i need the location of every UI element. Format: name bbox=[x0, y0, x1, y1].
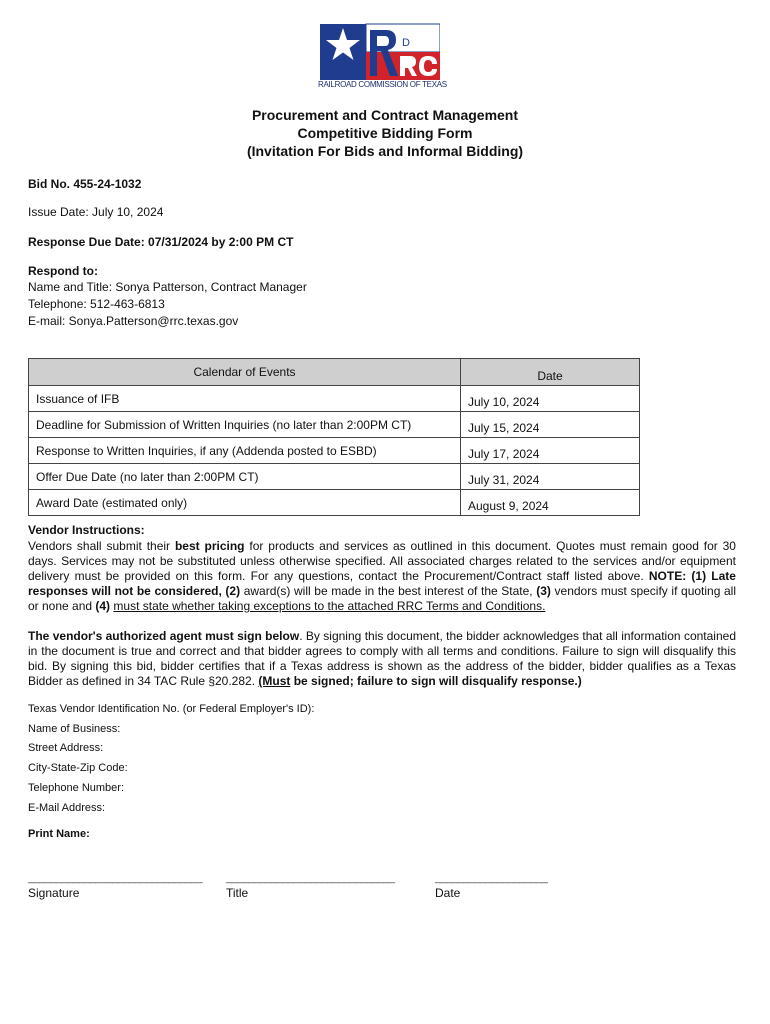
agent-body: . By signing this document, the bidder acknowledges that all information contained in the document is true and correct and that bidder agrees to comply with all terms and conditions. Failure to sign will disqualify this bid. By signing this bid, bidder certifies that if a Texas address is shown as the address of the bidder, bidder qualifies as a Texas Bidder as defined in 34 TAC Rule §20.282. bbox=[28, 629, 736, 688]
date-cell: July 17, 2024 bbox=[461, 438, 640, 464]
title-line-3: (Invitation For Bids and Informal Bidding) bbox=[246, 143, 524, 159]
event-cell: Award Date (estimated only) bbox=[29, 490, 461, 516]
vi-note-text-1: award(s) will be made in the best interest of the State, bbox=[240, 584, 537, 598]
calendar-of-events-table bbox=[28, 358, 640, 516]
table-row bbox=[29, 412, 640, 438]
authorized-agent-paragraph bbox=[28, 629, 736, 689]
issue-date: Issue Date: July 10, 2024 bbox=[28, 205, 164, 219]
telephone-number-label: Telephone Number: bbox=[28, 782, 125, 794]
signature-line: _______________________________ bbox=[28, 872, 203, 884]
bid-number: Bid No. 455-24-1032 bbox=[28, 177, 142, 191]
table-row bbox=[29, 386, 640, 412]
vi-best-pricing: best pricing bbox=[174, 539, 245, 553]
city-state-zip-label: City-State-Zip Code: bbox=[28, 762, 128, 774]
agent-lead: The vendor's authorized agent must sign below bbox=[28, 629, 300, 643]
email-address-label: E-Mail Address: bbox=[28, 802, 106, 814]
print-name-label: Print Name: bbox=[28, 828, 90, 840]
agent-tail: be signed; failure to sign will disqualify response.) bbox=[290, 674, 582, 688]
response-due-date: Response Due Date: 07/31/2024 by 2:00 PM CT bbox=[28, 235, 294, 249]
table-header-row bbox=[29, 359, 640, 386]
vendor-instructions-heading: Vendor Instructions: bbox=[28, 523, 145, 537]
title-line: ______________________________ bbox=[226, 872, 395, 884]
col-header-event: Calendar of Events bbox=[29, 359, 461, 386]
vi-note-exceptions: must state whether taking exceptions to the attached RRC Terms and Conditions. bbox=[113, 599, 546, 613]
date-cell: July 10, 2024 bbox=[461, 386, 640, 412]
date-cell: July 31, 2024 bbox=[461, 464, 640, 490]
table-row bbox=[29, 438, 640, 464]
title-line-1: Procurement and Contract Management bbox=[251, 107, 519, 123]
date-cell: August 9, 2024 bbox=[461, 490, 640, 516]
vi-note-3: (3) bbox=[536, 584, 551, 598]
event-cell: Response to Written Inquiries, if any (Addenda posted to ESBD) bbox=[29, 438, 461, 464]
business-name-label: Name of Business: bbox=[28, 723, 121, 735]
contact-name-title: Name and Title: Sonya Patterson, Contract Manager bbox=[28, 280, 307, 294]
logo-letter-d: D bbox=[402, 37, 410, 49]
vi-text-1: Vendors shall submit their bbox=[28, 539, 175, 553]
signature-label: Signature bbox=[28, 886, 80, 900]
contact-telephone: Telephone: 512-463-6813 bbox=[28, 297, 165, 311]
contact-email: E-mail: Sonya.Patterson@rrc.texas.gov bbox=[28, 314, 239, 328]
logo-caption: RAILROAD COMMISSION OF TEXAS bbox=[318, 80, 447, 89]
table-row bbox=[29, 490, 640, 516]
vi-text-2: for products and services as outlined in this document. Quotes must remain good for 30 days. Services may not be substituted unless otherwise specified. All associated charges related to the services and/or equipment delivery must be provided on this form. For any questions, contact the Procurement/Contract staff listed above. bbox=[28, 539, 736, 583]
vendor-id-label: Texas Vendor Identification No. (or Federal Employer's ID): bbox=[28, 703, 315, 715]
vi-note-text-2: vendors must specify if quoting all or none and bbox=[28, 584, 737, 613]
col-header-date: Date bbox=[461, 359, 640, 386]
agent-must: (Must bbox=[258, 674, 291, 688]
date-line: ____________________ bbox=[435, 872, 548, 884]
title-line-2: Competitive Bidding Form bbox=[297, 125, 473, 141]
event-cell: Deadline for Submission of Written Inquiries (no later than 2:00PM CT) bbox=[29, 412, 461, 438]
event-cell: Offer Due Date (no later than 2:00PM CT) bbox=[29, 464, 461, 490]
table-row bbox=[29, 464, 640, 490]
title-label: Title bbox=[226, 886, 249, 900]
vendor-instructions-paragraph bbox=[28, 539, 736, 614]
street-address-label: Street Address: bbox=[28, 742, 104, 754]
date-label: Date bbox=[435, 886, 461, 900]
vi-note-4: (4) bbox=[95, 599, 111, 613]
respond-to-heading: Respond to: bbox=[28, 264, 98, 278]
date-cell: July 15, 2024 bbox=[461, 412, 640, 438]
vi-note-bold: NOTE: (1) Late responses will not be considered, (2) bbox=[28, 569, 736, 598]
event-cell: Issuance of IFB bbox=[29, 386, 461, 412]
